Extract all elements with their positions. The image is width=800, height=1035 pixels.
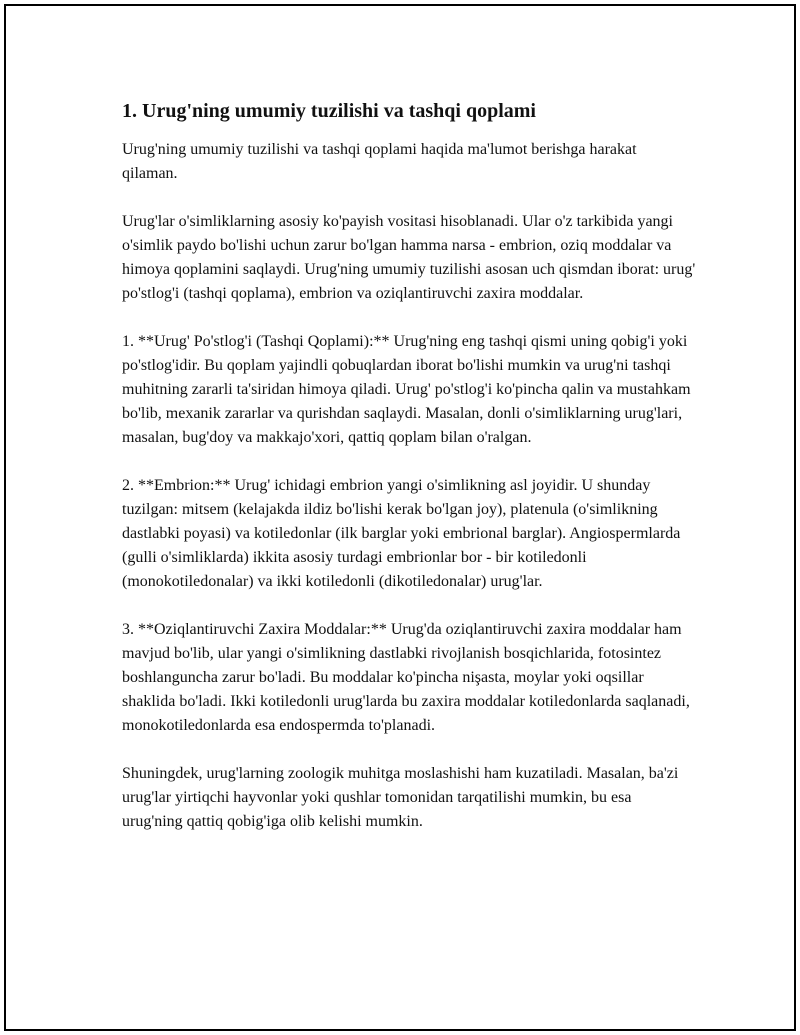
intro-paragraph: Urug'ning umumiy tuzilishi va tashqi qoplami haqida ma'lumot berishga harakat qilaman. [122, 141, 637, 182]
document-body [122, 98, 696, 858]
adaptation-paragraph: Shuningdek, urug'larning zoologik muhitga moslashishi ham kuzatiladi. Masalan, ba'zi urug'lar yirtiqchi hayvonlar yoki qushlar tomonidan tarqatilishi mumkin, bu esa urug'ning qattiq qobig'iga olib kelishi mumkin. [122, 765, 679, 830]
seed-coat-paragraph: 1. **Urug' Po'stlog'i (Tashqi Qoplami):** Urug'ning eng tashqi qismi uning qobig'i yoki po'stlog'idir. Bu qoplam yajindli qobuqlardan iborat bo'lishi mumkin va urug'ni tashqi muhitning zararli ta'siridan himoya qiladi. Urug' po'stlog'i ko'pincha qalin va mustahkam bo'lib, mexanik zararlar va qurishdan saqlaydi. Masalan, donli o'simliklarning urug'lari, masalan, bug'doy va makkajo'xori, qattiq qoplam bilan o'ralgan. [122, 333, 691, 446]
overview-paragraph: Urug'lar o'simliklarning asosiy ko'payish vositasi hisoblanadi. Ular o'z tarkibida yangi o'simlik paydo bo'lishi uchun zarur bo'lgan hamma narsa - embrion, oziq moddalar va himoya qoplamini saqlaydi. Urug'ning umumiy tuzilishi asosan uch qismdan iborat: urug' po'stlog'i (tashqi qoplama), embrion va oziqlantiruvchi zaxira moddalar. [122, 213, 696, 302]
document-title: 1. Urug'ning umumiy tuzilishi va tashqi qoplami [122, 100, 536, 122]
page-frame [4, 4, 796, 1031]
nutrient-reserves-paragraph: 3. **Oziqlantiruvchi Zaxira Moddalar:** Urug'da oziqlantiruvchi zaxira moddalar ham mavjud bo'lib, ular yangi o'simlikning dastlabki rivojlanish bosqichlarida, fotosintez boshlanguncha zarur bo'ladi. Bu moddalar ko'pincha nişasta, moylar yoki oqsillar shaklida bo'ladi. Ikki kotiledonli urug'larda bu zaxira moddalar kotiledonlarda saqlanadi, monokotiledonlarda esa endospermda to'planadi. [122, 621, 690, 734]
embryo-paragraph: 2. **Embrion:** Urug' ichidagi embrion yangi o'simlikning asl joyidir. U shunday tuzilgan: mitsem (kelajakda ildiz bo'lishi kerak bo'lgan joy), platenula (o'simlikning dastlabki poyasi) va kotiledonlar (ilk barglar yoki embrional barglar). Angiospermlarda (gulli o'simliklarda) ikkita asosiy turdagi embrionlar bor - bir kotiledonli (monokotiledonalar) va ikki kotiledonli (dikotiledonalar) urug'lar. [122, 477, 681, 590]
